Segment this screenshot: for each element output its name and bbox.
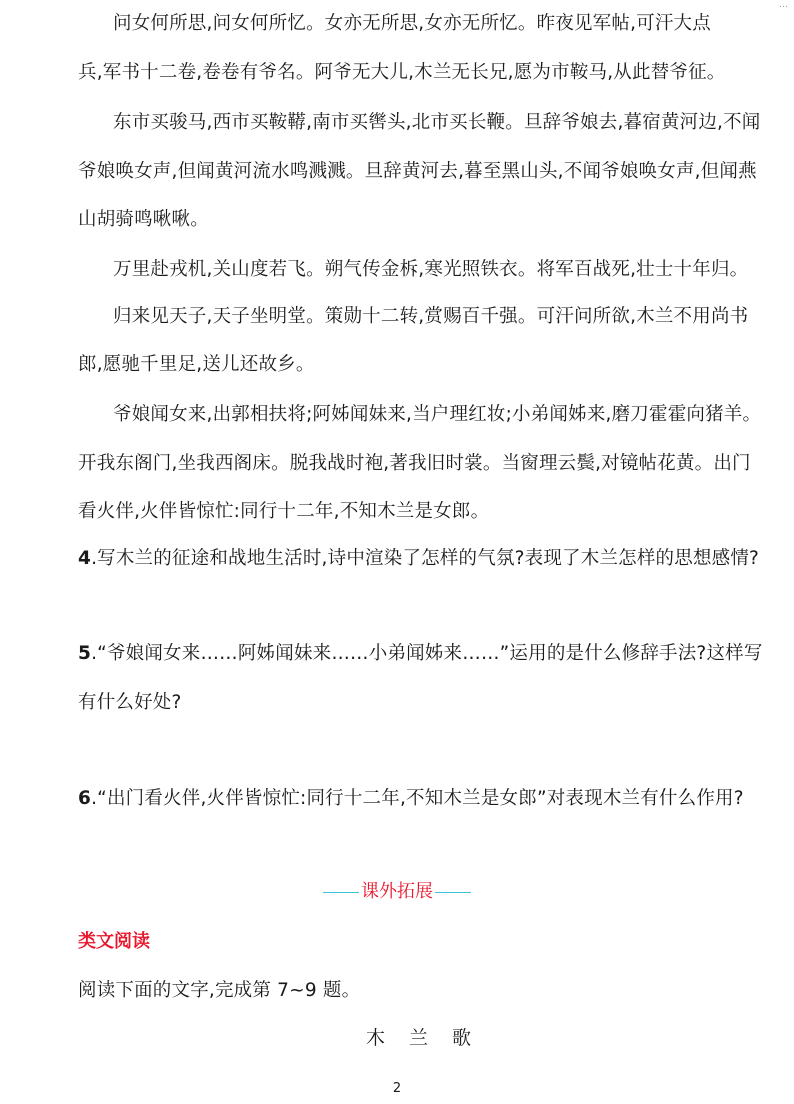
heading-rule-left [323, 892, 359, 893]
question-text: 有什么好处? [78, 692, 182, 713]
reading-title: 木兰歌 [366, 1027, 496, 1049]
question-number: 6 [78, 788, 92, 809]
heading-rule-right [435, 892, 471, 893]
question-number: 4 [78, 548, 92, 569]
question-text: .“爷娘闻女来……阿姊闻妹来……小弟闻姊来……”运用的是什么修辞手法?这样写 [91, 643, 763, 664]
poem-line: 东市买骏马,西市买鞍鞯,南市买辔头,北市买长鞭。旦辞爷娘去,暮宿黄河边,不闻 [113, 112, 761, 133]
poem-line: 爷娘闻女来,出郭相扶将;阿姊闻妹来,当户理红妆;小弟闻姊来,磨刀霍霍向猪羊。 [113, 404, 762, 425]
poem-line: 万里赴戎机,关山度若飞。朔气传金柝,寒光照铁衣。将军百战死,壮士十年归。 [113, 259, 749, 280]
subsection-heading: 类文阅读 [78, 931, 150, 952]
page-number: 2 [392, 1081, 402, 1096]
poem-line: 归来见天子,天子坐明堂。策勋十二转,赏赐百千强。可汗问所欲,木兰不用尚书 [113, 306, 749, 327]
poem-line: 爷娘唤女声,但闻黄河流水鸣溅溅。旦辞黄河去,暮至黑山头,不闻爷娘唤女声,但闻燕 [78, 161, 757, 182]
poem-line: 问女何所思,问女何所忆。女亦无所思,女亦无所忆。昨夜见军帖,可汗大点 [113, 13, 711, 34]
poem-line: 开我东阁门,坐我西阁床。脱我战时袍,著我旧时裳。当窗理云鬓,对镜帖花黄。出门 [78, 453, 751, 474]
question-text: .“出门看火伴,火伴皆惊忙:同行十二年,不知木兰是女郎”对表现木兰有什么作用? [91, 788, 744, 809]
section-heading-text: 课外拓展 [361, 881, 433, 902]
question-number: 5 [78, 643, 92, 664]
instruction-text: 阅读下面的文字,完成第 7~9 题。 [78, 980, 361, 1001]
question-text: .写木兰的征途和战地生活时,诗中渲染了怎样的气氛?表现了木兰怎样的思想感情? [91, 548, 760, 569]
poem-line: 郎,愿驰千里足,送儿还故乡。 [78, 354, 315, 375]
section-heading [0, 879, 794, 905]
poem-line: 兵,军书十二卷,卷卷有爷名。阿爷无大儿,木兰无长兄,愿为市鞍马,从此替爷征。 [78, 62, 726, 83]
corner-mark: … [779, 0, 788, 10]
poem-line: 山胡骑鸣啾啾。 [78, 209, 209, 230]
poem-line: 看火伴,火伴皆惊忙:同行十二年,不知木兰是女郎。 [78, 501, 490, 522]
